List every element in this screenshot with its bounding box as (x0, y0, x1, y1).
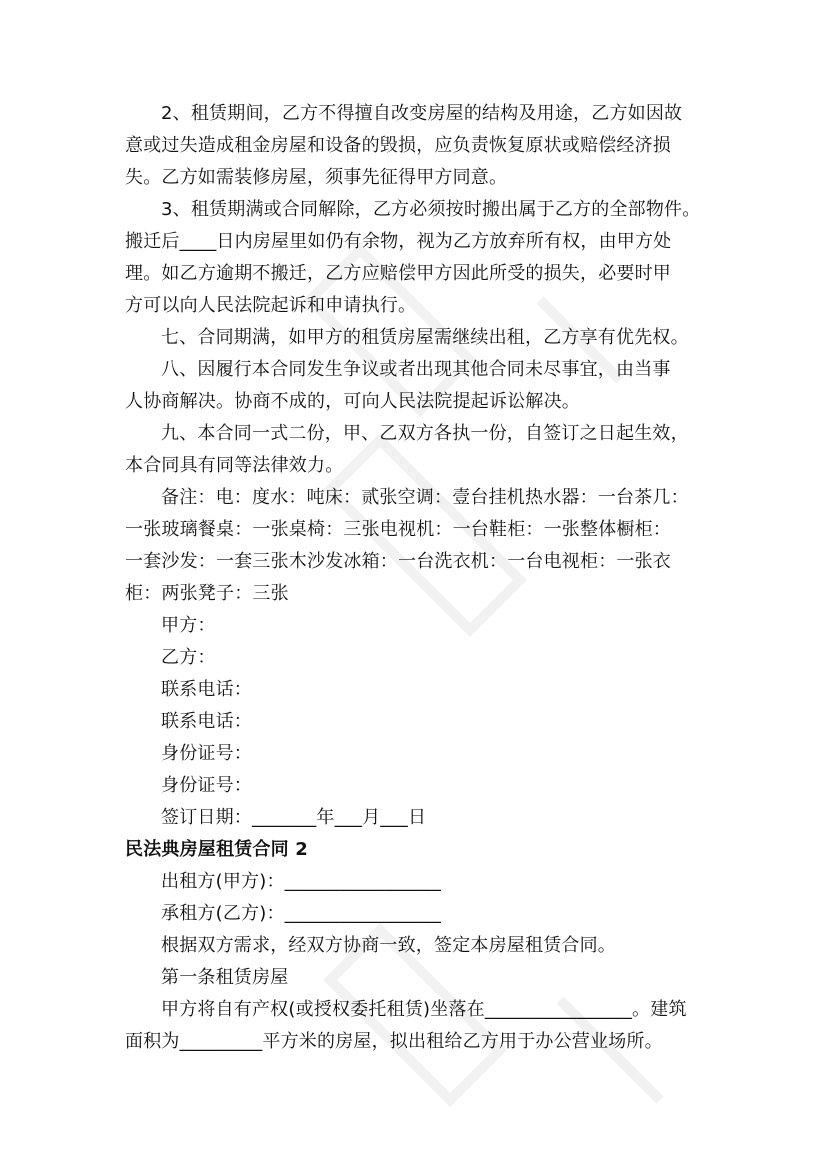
paragraph-line: 一张玻璃餐桌：一张桌椅：三张电视机：一台鞋柜：一张整体橱柜： (125, 519, 671, 540)
paragraph-line: 联系电话： (161, 711, 252, 732)
paragraph-line: 身份证号： (161, 743, 252, 764)
paragraph-line: 出租方(甲方)：_________________ (161, 871, 442, 892)
paragraph-line: 本合同具有同等法律效力。 (125, 455, 344, 476)
paragraph-line: 一套沙发：一套三张木沙发冰箱：一台洗衣机：一台电视柜：一张衣 (125, 551, 671, 572)
document-body (125, 98, 717, 1058)
paragraph-line: 失。乙方如需装修房屋，须事先征得甲方同意。 (125, 167, 508, 188)
paragraph-line: 八、因履行本合同发生争议或者出现其他合同未尽事宜，由当事 (161, 359, 671, 380)
paragraph-line: 身份证号： (161, 775, 252, 796)
paragraph-line: 承租方(乙方)：_________________ (161, 903, 442, 924)
paragraph-line: 理。如乙方逾期不搬迁，乙方应赔偿甲方因此所受的损失，必要时甲 (125, 263, 671, 284)
paragraph-line: 第一条租赁房屋 (161, 967, 289, 988)
paragraph-line: 乙方： (161, 647, 216, 668)
paragraph-line: 联系电话： (161, 679, 252, 700)
paragraph-line: 根据双方需求，经双方协商一致，签定本房屋租赁合同。 (161, 935, 616, 956)
paragraph-line: 意或过失造成租金房屋和设备的毁损，应负责恢复原状或赔偿经济损 (125, 135, 671, 156)
paragraph-line: 备注：电：度水：吨床：贰张空调：壹台挂机热水器：一台茶几： (161, 487, 689, 508)
paragraph-line: 七、合同期满，如甲方的租赁房屋需继续出租，乙方享有优先权。 (161, 327, 689, 348)
paragraph-line: 搬迁后____日内房屋里如仍有余物，视为乙方放弃所有权，由甲方处 (125, 231, 672, 252)
section-heading: 民法典房屋租赁合同 2 (125, 839, 308, 860)
paragraph-line: 方可以向人民法院起诉和申请执行。 (125, 295, 417, 316)
paragraph-line: 九、本合同一式二份，甲、乙双方各执一份，自签订之日起生效， (161, 423, 689, 444)
paragraph-line: 甲方将自有产权(或授权委托租赁)坐落在________________。建筑 (161, 999, 687, 1020)
paragraph-line: 2、租赁期间，乙方不得擅自改变房屋的结构及用途，乙方如因故 (161, 103, 683, 124)
paragraph-line: 甲方： (161, 615, 216, 636)
paragraph-line: 人协商解决。协商不成的，可向人民法院提起诉讼解决。 (125, 391, 580, 412)
paragraph-line: 签订日期：_______年___月___日 (161, 807, 427, 828)
paragraph-line: 柜：两张凳子：三张 (125, 583, 289, 604)
paragraph-line: 3、租赁期满或合同解除，乙方必须按时搬出属于乙方的全部物件。 (161, 199, 701, 220)
paragraph-line: 面积为_________平方米的房屋，拟出租给乙方用于办公营业场所。 (125, 1031, 663, 1052)
